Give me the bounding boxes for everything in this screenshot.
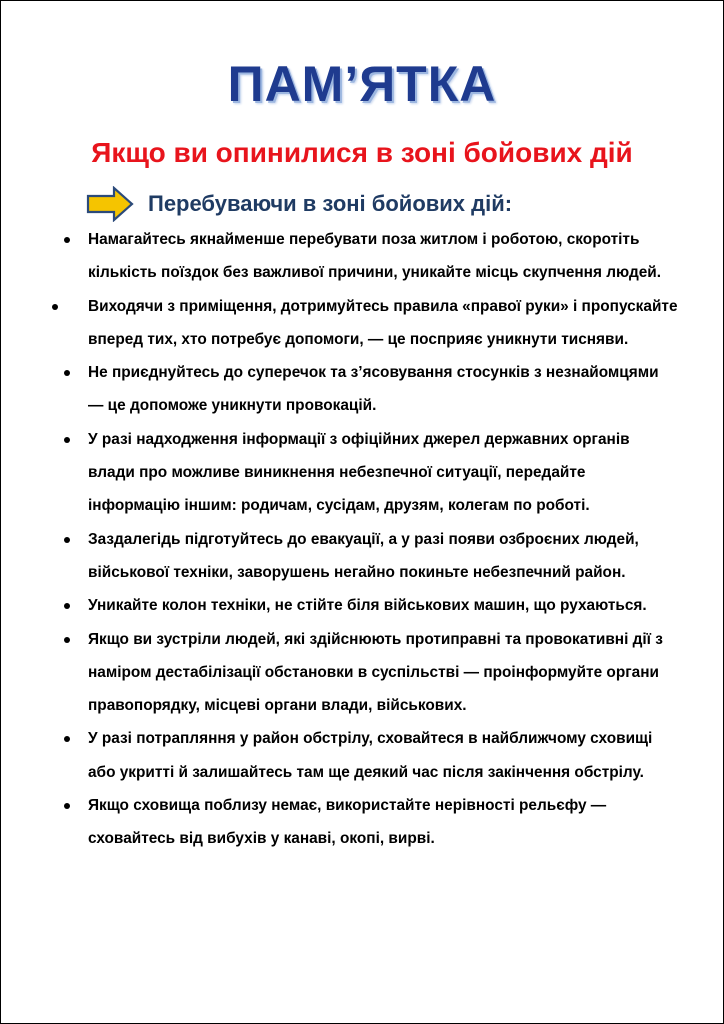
list-item [0,423,724,523]
list-item-text: Намагайтесь якнайменше перебувати поза житлом і роботою, скоротіть кількість поїздок без важливої причини, уникайте місць скупчення людей. [88,231,662,282]
list-item-text: Уникайте колон техніки, не стійте біля військових машин, що рухаються. [88,597,647,615]
bullet-dot-icon [64,437,70,443]
bullet-dot-icon [64,603,70,609]
list-item [0,290,724,357]
list-item [0,356,724,423]
page-title: ПАМ’ЯТКА [227,56,497,112]
bullet-dot-icon [64,537,70,543]
bullet-list [0,223,724,856]
list-item-text: У разі надходження інформації з офіційних джерел державних органів влади про можливе виникнення небезпечної ситуації, передайте інформацію іншим: родичам, сусідам, друзям, колегам по роботі. [88,430,630,515]
list-item-text: Заздалегідь підготуйтесь до евакуації, а у разі появи озброєних людей, військової техніки, заворушень негайно покиньте небезпечний район. [88,530,639,581]
arrow-right-icon [86,186,134,222]
list-item [0,623,724,723]
list-item-text: Якщо сховища поблизу немає, використайте нерівності рельєфу — сховайтесь від вибухів у канаві, окопі, вирві. [88,797,607,848]
list-item [0,722,724,789]
list-item [0,223,724,290]
list-item-text: Виходячи з приміщення, дотримуйтесь правила «правої руки» і пропускайте вперед тих, хто потребує допомоги, — це посприяє уникнути тисняви. [88,297,678,348]
list-item [0,523,724,590]
bullet-dot-icon [64,370,70,376]
list-item-text: Якщо ви зустріли людей, які здійснюють протиправні та провокативні дії з наміром дестабілізації обстановки в суспільстві — проінформуйте органи правопорядку, місцеві органи влади, військових. [88,630,663,715]
list-item [0,589,724,622]
bullet-dot-icon [64,736,70,742]
page-subtitle: Якщо ви опинилися в зоні бойових дій [91,137,633,168]
list-item-text: Не приєднуйтесь до суперечок та з’ясовування стосунків з незнайомцями — це допоможе уникнути провокацій. [88,364,659,415]
bullet-dot-icon [64,237,70,243]
bullet-dot-icon [64,803,70,809]
section-heading: Перебуваючи в зоні бойових дій: [148,191,513,216]
list-item [0,789,724,856]
bullet-dot-icon [64,637,70,643]
section-header [86,186,512,222]
bullet-dot-icon [52,304,58,310]
list-item-text: У разі потрапляння у район обстрілу, сховайтеся в найближчому сховищі або укритті й залишайтесь там ще деякий час після закінчення обстрілу. [88,730,653,781]
